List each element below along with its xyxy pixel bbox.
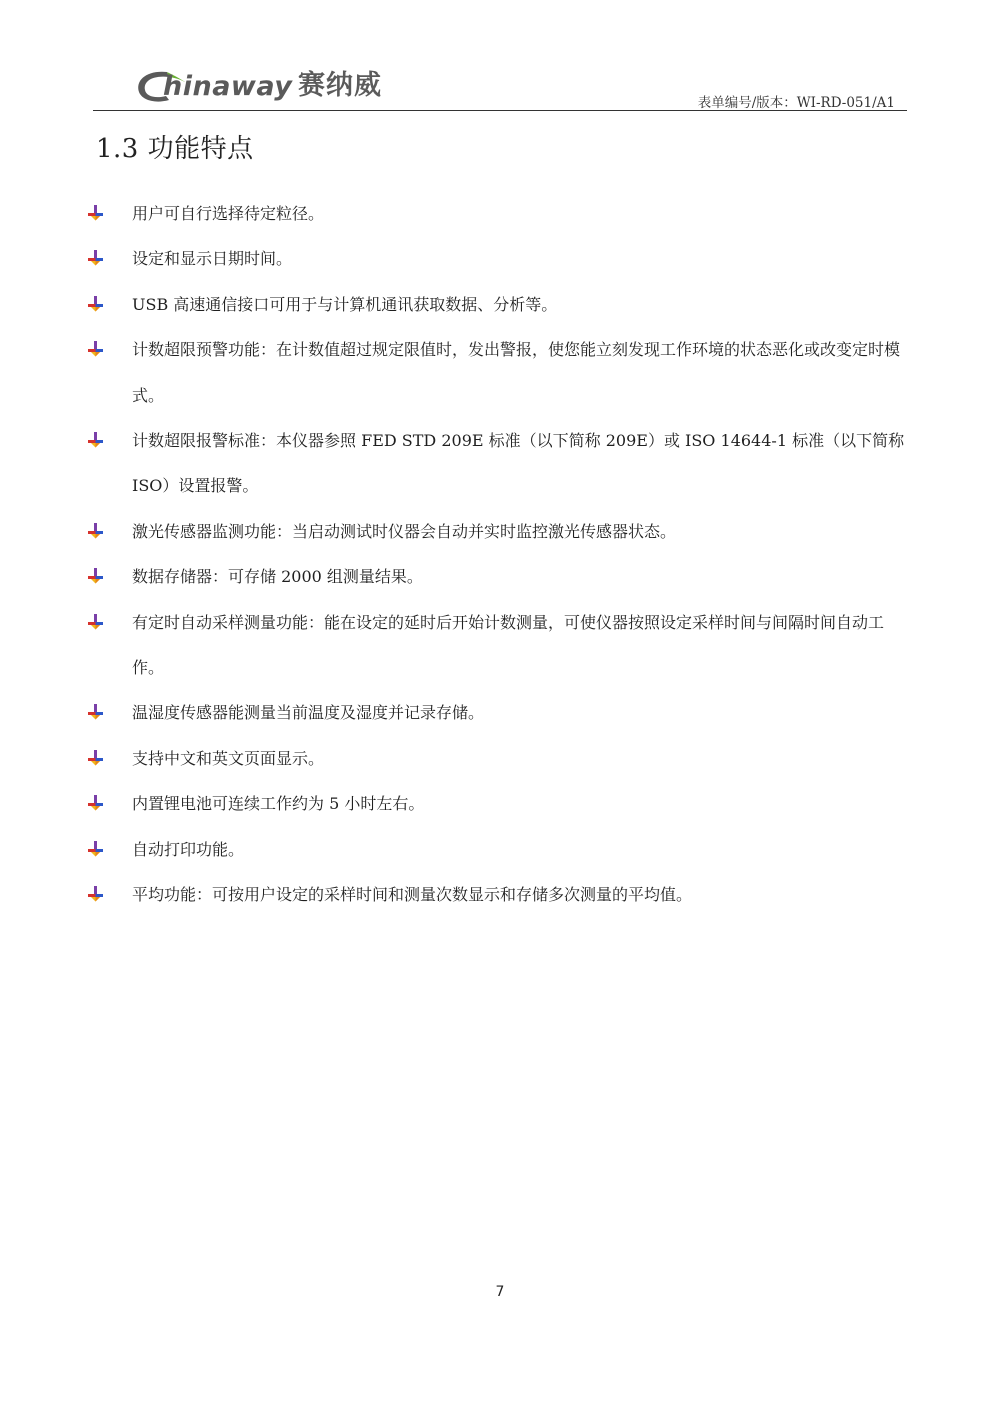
feature-item [87,736,915,781]
feature-text: 自动打印功能。 [132,839,245,859]
feature-text: 平均功能：可按用户设定的采样时间和测量次数显示和存储多次测量的平均值。 [132,885,693,905]
feature-text: USB 高速通信接口可用于与计算机通讯获取数据、分析等。 [132,294,558,314]
feature-item [87,418,915,509]
logo-chinese-name: 赛纳威 [298,70,382,101]
four-color-arrow-bullet-icon [87,749,104,766]
four-color-arrow-bullet-icon [87,522,104,539]
feature-text: 温湿度传感器能测量当前温度及湿度并记录存储。 [132,703,485,723]
page-number: 7 [495,1284,505,1300]
feature-text: 计数超限报警标准：本仪器参照 FED STD 209E 标准（以下简称 209E）或 ISO 14644-1 标准（以下简称 ISO）设置报警。 [132,431,905,496]
feature-text: 激光传感器监测功能：当启动测试时仪器会自动并实时监控激光传感器状态。 [132,521,677,541]
company-logo [133,64,403,108]
four-color-arrow-bullet-icon [87,249,104,266]
four-color-arrow-bullet-icon [87,613,104,630]
four-color-arrow-bullet-icon [87,885,104,902]
feature-text: 设定和显示日期时间。 [132,249,293,269]
feature-item [87,282,915,327]
section-title: 1.3 功能特点 [96,134,254,164]
feature-item [87,236,915,281]
feature-item [87,872,915,917]
feature-text: 计数超限预警功能：在计数值超过规定限值时，发出警报，使您能立刻发现工作环境的状态恶化或改变定时模式。 [132,340,901,405]
feature-item [87,781,915,826]
feature-item [87,690,915,735]
four-color-arrow-bullet-icon [87,340,104,357]
form-number: 表单编号/版本：WI-RD-051/A1 [697,95,895,111]
four-color-arrow-bullet-icon [87,295,104,312]
four-color-arrow-bullet-icon [87,840,104,857]
feature-item [87,327,915,418]
feature-item [87,191,915,236]
four-color-arrow-bullet-icon [87,431,104,448]
feature-item [87,600,915,691]
feature-item [87,554,915,599]
four-color-arrow-bullet-icon [87,794,104,811]
feature-text: 有定时自动采样测量功能：能在设定的延时后开始计数测量，可使仪器按照设定采样时间与间隔时间自动工作。 [132,612,885,678]
header-divider [93,110,907,111]
feature-text: 用户可自行选择待定粒径。 [132,204,325,223]
feature-text: 数据存储器：可存储 2000 组测量结果。 [132,567,423,587]
feature-item [87,827,915,872]
four-color-arrow-bullet-icon [87,567,104,584]
feature-item [87,509,915,554]
page-header [93,58,907,112]
feature-text: 内置锂电池可连续工作约为 5 小时左右。 [132,794,425,814]
feature-list [87,191,915,918]
four-color-arrow-bullet-icon [87,703,104,720]
feature-text: 支持中文和英文页面显示。 [132,748,325,768]
logo-wordmark: hinaway [163,71,293,102]
four-color-arrow-bullet-icon [87,204,104,221]
